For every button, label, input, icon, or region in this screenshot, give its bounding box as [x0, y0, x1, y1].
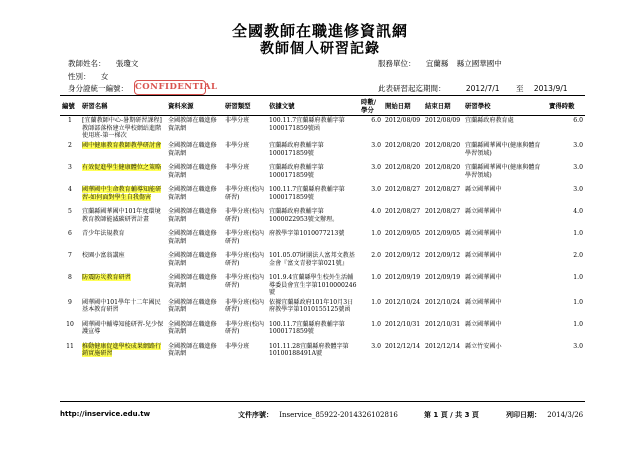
cell-no: 8	[68, 273, 72, 281]
cell-start: 2012/09/12	[385, 251, 421, 259]
col-header-end: 結束日期	[423, 98, 463, 116]
cell-type: 非學分班	[225, 163, 250, 171]
cell-no: 4	[68, 185, 72, 193]
cell-start: 2012/08/27	[385, 185, 421, 193]
cell-end: 2012/08/27	[425, 185, 461, 193]
training-records-table	[60, 98, 585, 364]
unit-row	[378, 58, 502, 69]
cell-school: 縣立國華國中	[465, 229, 502, 237]
cell-hours: 3.0	[371, 342, 381, 350]
cell-ref: 101.9.4宜蘭縣學生校外生活輔導委員會宜生字第1010000246號	[269, 273, 357, 297]
cell-start: 2012/10/24	[385, 298, 421, 306]
cell-earned: 4.0	[573, 207, 583, 215]
cell-earned: 3.0	[573, 185, 583, 193]
cell-end: 2012/09/12	[425, 251, 461, 259]
cell-hours: 4.0	[371, 207, 381, 215]
footer-rule	[60, 401, 585, 402]
col-header-name: 研習名稱	[80, 98, 166, 116]
table-row	[60, 116, 585, 141]
cell-type: 非學分班(校內研習)	[225, 273, 264, 289]
teacher-name-label: 教師姓名：	[68, 59, 106, 68]
cell-start: 2012/09/19	[385, 273, 421, 281]
highlighted-course-name: 防震防災教育研習	[82, 273, 131, 281]
cell-type: 非學分班	[225, 342, 250, 350]
confidential-stamp: CONFIDENTIAL	[134, 80, 206, 95]
cell-ref: 100.11.7宜蘭縣府教輔字第1000171859號函	[269, 117, 345, 132]
highlighted-course-name: 國中健康教育教師教學研討會	[82, 141, 162, 149]
cell-type: 非學分班(校內研習)	[225, 229, 264, 245]
cell-no: 3	[68, 163, 72, 171]
period-end: 2013/9/1	[533, 84, 568, 93]
cell-school: 宜蘭縣國華國中(健康與體育學習領域)	[465, 163, 541, 179]
table-row	[60, 229, 585, 251]
col-header-no: 編號	[60, 98, 80, 116]
cell-end: 2012/08/27	[425, 207, 461, 215]
highlighted-course-name: 國華國中生命教育輔導知能研習-如何面對學生自我傷害	[82, 185, 162, 201]
gender-value: 女	[100, 72, 109, 81]
col-header-earned: 實得時數	[547, 98, 585, 116]
cell-name: 國華國中輔導知能研習-兒少保護宣導	[82, 320, 164, 336]
highlighted-course-name: 推動健康促進學校成果網路行銷實施研習	[82, 342, 162, 358]
doc-number-label: 文件序號：	[238, 411, 273, 419]
table-row	[60, 207, 585, 229]
col-header-hours: 時數/學分	[359, 98, 383, 116]
cell-source: 全國教師在職進修資訊網	[168, 163, 217, 179]
cell-source: 全國教師在職進修資訊網	[168, 251, 217, 267]
period-start: 2012/7/1	[465, 84, 500, 93]
table-row	[60, 273, 585, 298]
cell-source: 全國教師在職進修資訊網	[168, 229, 217, 245]
cell-type: 非學分班	[225, 117, 250, 125]
cell-end: 2012/10/24	[425, 298, 461, 306]
page-number: 第 1 頁 / 共 3 頁	[424, 411, 479, 419]
cell-school: 縣立國華國中	[465, 273, 502, 281]
cell-ref: 府教學字第1010077213號	[269, 229, 345, 237]
cell-school: 宜蘭縣政府教育處	[465, 117, 514, 125]
col-header-ref: 依據文號	[267, 98, 359, 116]
cell-earned: 1.0	[573, 298, 583, 306]
cell-source: 全國教師在職進修資訊網	[168, 273, 217, 289]
cell-hours: 1.0	[371, 298, 381, 306]
cell-no: 6	[68, 229, 72, 237]
print-date: 2014/3/26	[547, 411, 584, 419]
cell-start: 2012/08/09	[385, 117, 421, 125]
id-label: 身分證統一編號：	[68, 84, 128, 93]
cell-source: 全國教師在職進修資訊網	[168, 185, 217, 201]
cell-hours: 1.0	[371, 229, 381, 237]
cell-school: 縣立國華國中	[465, 207, 502, 215]
footer-url[interactable]: http://inservice.edu.tw	[60, 410, 151, 418]
period-label: 此表研習起迄期間：	[378, 84, 446, 93]
cell-earned: 1.0	[573, 320, 583, 328]
table-row	[60, 298, 585, 320]
cell-name	[80, 273, 166, 298]
cell-source: 全國教師在職進修資訊網	[168, 207, 217, 223]
table-row	[60, 251, 585, 273]
cell-no: 11	[66, 342, 74, 350]
header-top-rule	[60, 95, 585, 96]
cell-start: 2012/12/14	[385, 342, 421, 350]
cell-name: [宜蘭教師中心-暑期研習課程]教師部落格建立學校網站進階使用班-第一梯次	[82, 117, 162, 140]
period-row	[378, 83, 568, 94]
gender-row	[68, 71, 108, 82]
gender-label: 性別：	[68, 72, 91, 81]
col-header-source: 資料來源	[166, 98, 223, 116]
cell-school: 縣立國華國中	[465, 251, 502, 259]
cell-end: 2012/08/09	[425, 117, 461, 125]
teacher-name: 張瓊文	[115, 59, 139, 68]
print-date-label: 列印日期：	[506, 411, 541, 419]
cell-name: 國華國中101學年十二年國民基本教育研習	[82, 298, 161, 314]
cell-hours: 1.0	[371, 320, 381, 328]
cell-end: 2012/08/20	[425, 163, 461, 171]
cell-school: 縣立國華國中	[465, 320, 502, 328]
cell-no: 5	[68, 207, 72, 215]
cell-start: 2012/08/27	[385, 207, 421, 215]
page-subtitle: 教師個人研習記錄	[260, 41, 380, 57]
cell-type: 非學分班(校內研習)	[225, 251, 264, 267]
cell-ref: 宜蘭縣政府教輔字第1000171859號	[269, 163, 324, 179]
highlighted-course-name: 有效促進學生健康體位之策略	[82, 163, 162, 171]
cell-ref: 100.11.7宜蘭縣府教輔字第1000171859號	[269, 185, 345, 201]
cell-start: 2012/10/31	[385, 320, 421, 328]
col-header-school: 研習學校	[463, 98, 547, 116]
page-title: 全國教師在職進修資訊網	[231, 22, 408, 40]
unit-school: 縣立國華國中	[456, 59, 502, 68]
table-row	[60, 163, 585, 185]
table-body	[60, 116, 585, 364]
cell-name	[80, 141, 166, 163]
cell-source: 全國教師在職進修資訊網	[168, 141, 217, 157]
cell-end: 2012/09/05	[425, 229, 461, 237]
cell-school: 縣立國華國中	[465, 298, 502, 306]
cell-type: 非學分班(校內研習)	[225, 207, 264, 223]
cell-earned: 3.0	[573, 342, 583, 350]
teacher-name-row	[68, 58, 138, 69]
cell-earned: 1.0	[573, 229, 583, 237]
cell-earned: 3.0	[573, 141, 583, 149]
col-header-start: 開始日期	[383, 98, 423, 116]
cell-hours: 2.0	[371, 251, 381, 259]
table-row	[60, 320, 585, 342]
unit-county: 宜蘭縣	[425, 59, 449, 68]
cell-ref: 101.05.07財團法人富邦文教基金會『富文青發字第021號』	[269, 251, 355, 267]
cell-name	[80, 163, 166, 185]
cell-start: 2012/08/20	[385, 163, 421, 171]
cell-no: 1	[68, 117, 72, 125]
cell-type: 非學分班	[225, 141, 250, 149]
col-header-type: 研習類型	[223, 98, 267, 116]
doc-number-row	[238, 410, 398, 420]
table-row	[60, 185, 585, 207]
cell-earned: 1.0	[573, 273, 583, 281]
doc-number: Inservice_85922-2014326102816	[279, 411, 398, 419]
cell-school: 縣立竹安國小	[465, 342, 502, 350]
cell-source: 全國教師在職進修資訊網	[168, 342, 217, 358]
table-header-row	[60, 98, 585, 116]
cell-name	[80, 342, 166, 364]
cell-ref: 100.11.7宜蘭縣府教輔字第1000171859號	[269, 320, 345, 336]
cell-ref: 101.11.28宜蘭縣府教體字第10100188491A號	[269, 342, 349, 358]
unit-label: 服務單位：	[378, 59, 416, 68]
cell-source: 全國教師在職進修資訊網	[168, 298, 217, 314]
cell-type: 非學分班(校內研習)	[225, 298, 264, 314]
period-to: 至	[515, 84, 524, 93]
cell-name: 宜蘭縣國華國中101年度環境教育教師能滅碳研習計畫	[82, 207, 161, 223]
cell-earned: 6.0	[573, 117, 583, 125]
cell-hours: 3.0	[371, 163, 381, 171]
cell-school: 宜蘭縣國華國中(健康與體育學習領域)	[465, 141, 541, 157]
cell-ref: 宜蘭縣政府教輔字第1000171859號	[269, 141, 324, 157]
cell-hours: 6.0	[371, 117, 381, 125]
cell-hours: 3.0	[371, 141, 381, 149]
cell-ref: 依據宜蘭縣政府101年10月3日府教學字第1010155125號函	[269, 298, 354, 314]
print-date-row	[506, 410, 583, 420]
cell-type: 非學分班(校內研習)	[225, 320, 264, 336]
cell-start: 2012/08/20	[385, 141, 421, 149]
cell-type: 非學分班(校內研習)	[225, 185, 264, 201]
cell-no: 7	[68, 251, 72, 259]
cell-start: 2012/09/05	[385, 229, 421, 237]
cell-no: 10	[66, 320, 74, 328]
cell-end: 2012/12/14	[425, 342, 461, 350]
cell-hours: 3.0	[371, 185, 381, 193]
cell-end: 2012/10/31	[425, 320, 461, 328]
cell-earned: 2.0	[573, 251, 583, 259]
cell-earned: 3.0	[573, 163, 583, 171]
table-row	[60, 141, 585, 163]
cell-school: 縣立國華國中	[465, 185, 502, 193]
cell-source: 全國教師在職進修資訊網	[168, 320, 217, 336]
cell-name: 校園小富翁講座	[82, 251, 125, 259]
cell-no: 2	[68, 141, 72, 149]
cell-source: 全國教師在職進修資訊網	[168, 117, 217, 132]
cell-name: 青少年法規教育	[82, 229, 125, 237]
cell-end: 2012/09/19	[425, 273, 461, 281]
cell-ref: 宜蘭縣政府教輔字第1000022953號文辦理。	[269, 207, 339, 223]
cell-end: 2012/08/20	[425, 141, 461, 149]
cell-name	[80, 185, 166, 207]
table-row	[60, 342, 585, 364]
cell-hours: 1.0	[371, 273, 381, 281]
cell-no: 9	[68, 298, 72, 306]
